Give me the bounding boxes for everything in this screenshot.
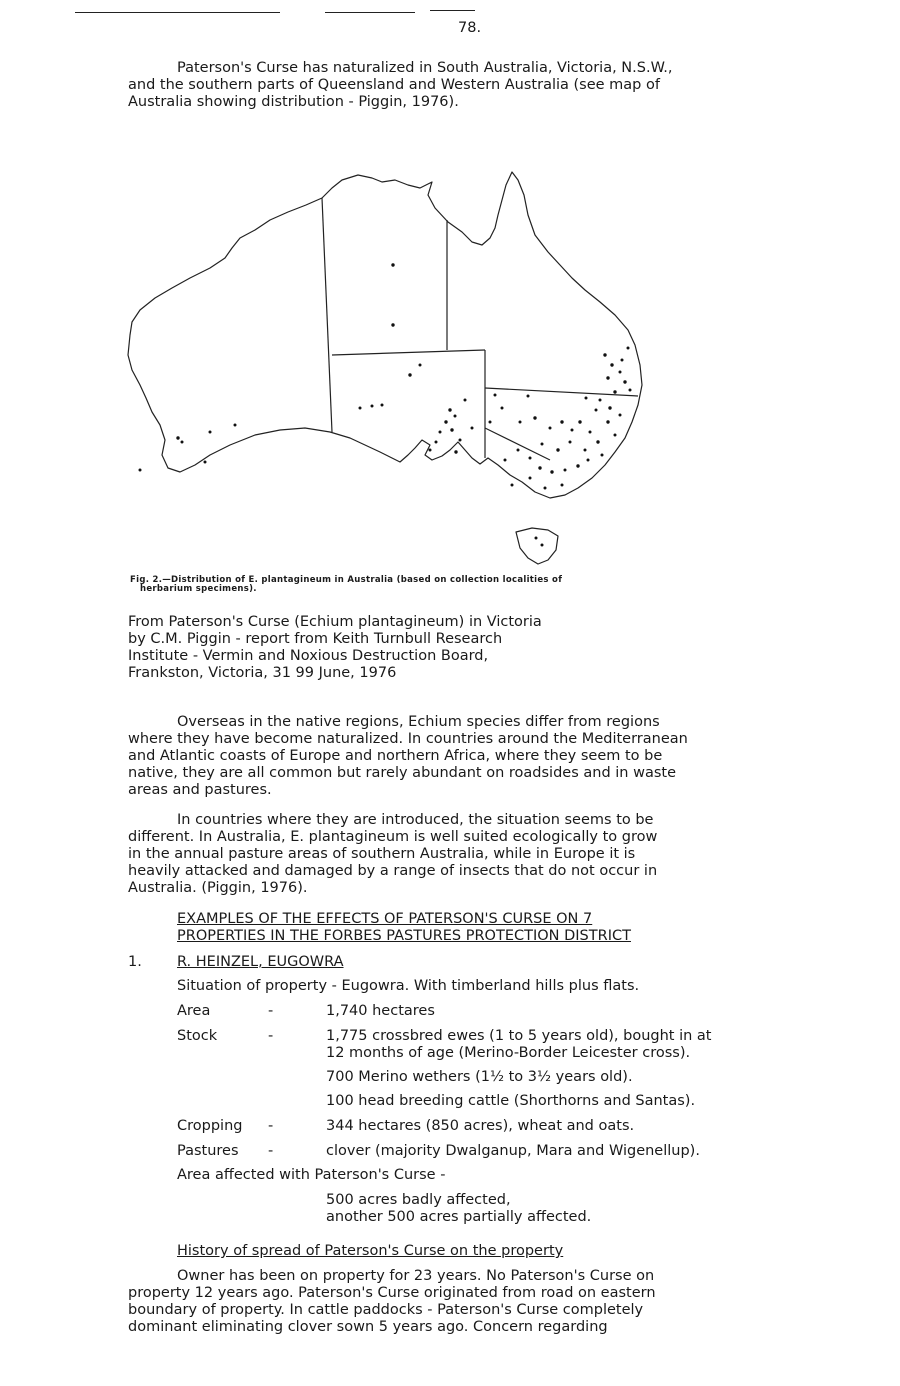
header-rule-left	[75, 12, 280, 13]
para1-line-2: where they have become naturalized. In countries around the Mediterranean	[128, 731, 688, 747]
cropping-dash: -	[268, 1118, 274, 1134]
examples-heading-line-2: PROPERTIES IN THE FORBES PASTURES PROTECTION DISTRICT	[177, 928, 631, 944]
header-rule-right	[430, 10, 475, 11]
area-label: Area	[177, 1003, 211, 1019]
pastures-value: clover (majority Dwalganup, Mara and Wigenellup).	[326, 1143, 700, 1159]
page-number: 78.	[458, 20, 482, 36]
history-line-4: dominant eliminating clover sown 5 years ago. Concern regarding	[128, 1319, 608, 1335]
area-value: 1,740 hectares	[326, 1003, 435, 1019]
para1-line-5: areas and pastures.	[128, 782, 272, 798]
stock-label: Stock	[177, 1028, 218, 1044]
para2-line-2: different. In Australia, E. plantagineum is well suited ecologically to grow	[128, 829, 658, 845]
source-line-4: Frankston, Victoria, 31 99 June, 1976	[128, 665, 397, 681]
history-line-1: Owner has been on property for 23 years. No Paterson's Curse on	[177, 1268, 655, 1284]
property-name: R. HEINZEL, EUGOWRA	[177, 954, 344, 970]
figure-caption-line-1: Fig. 2.—Distribution of E. plantagineum in Australia (based on collection localities of	[130, 575, 563, 585]
stock-dash: -	[268, 1028, 274, 1044]
para2-line-5: Australia. (Piggin, 1976).	[128, 880, 308, 896]
cropping-label: Cropping	[177, 1118, 243, 1134]
source-line-3: Institute - Vermin and Noxious Destruction Board,	[128, 648, 489, 664]
stock-value-2: 12 months of age (Merino-Border Leicester cross).	[326, 1045, 691, 1061]
property-situation: Situation of property - Eugowra. With timberland hills plus flats.	[177, 978, 640, 994]
collection-dots	[139, 263, 632, 546]
tasmania-outline	[516, 528, 558, 564]
affected-value-1: 500 acres badly affected,	[326, 1192, 511, 1208]
border-nsw-vic	[485, 428, 550, 460]
intro-line-1: Paterson's Curse has naturalized in South Australia, Victoria, N.S.W.,	[177, 60, 673, 76]
examples-heading-line-1: EXAMPLES OF THE EFFECTS OF PATERSON'S CURSE ON 7	[177, 911, 593, 927]
history-line-3: boundary of property. In cattle paddocks - Paterson's Curse completely	[128, 1302, 644, 1318]
stock-value-4: 100 head breeding cattle (Shorthorns and Santas).	[326, 1093, 696, 1109]
source-line-2: by C.M. Piggin - report from Keith Turnbull Research	[128, 631, 503, 647]
source-line-1: From Paterson's Curse (Echium plantagineum) in Victoria	[128, 614, 542, 630]
area-dash: -	[268, 1003, 274, 1019]
para2-line-1: In countries where they are introduced, the situation seems to be	[177, 812, 654, 828]
para2-line-4: heavily attacked and damaged by a range of insects that do not occur in	[128, 863, 658, 879]
affected-value-2: another 500 acres partially affected.	[326, 1209, 592, 1225]
para2-line-3: in the annual pasture areas of southern Australia, while in Europe it is	[128, 846, 636, 862]
border-nt-sa	[332, 350, 485, 355]
history-heading: History of spread of Paterson's Curse on the property	[177, 1243, 564, 1259]
property-number: 1.	[128, 954, 142, 970]
intro-line-2: and the southern parts of Queensland and Western Australia (see map of	[128, 77, 660, 93]
stock-value-1: 1,775 crossbred ewes (1 to 5 years old), bought in at	[326, 1028, 712, 1044]
para1-line-1: Overseas in the native regions, Echium species differ from regions	[177, 714, 660, 730]
australia-distribution-map	[110, 160, 670, 580]
cropping-value: 344 hectares (850 acres), wheat and oats.	[326, 1118, 635, 1134]
mainland-outline	[128, 172, 642, 498]
header-rule-mid	[325, 12, 415, 13]
para1-line-3: and Atlantic coasts of Europe and northern Africa, where they seem to be	[128, 748, 663, 764]
figure-caption-line-2: herbarium specimens).	[140, 584, 257, 594]
stock-value-3: 700 Merino wethers (1½ to 3½ years old).	[326, 1069, 633, 1085]
intro-line-3: Australia showing distribution - Piggin, 1976).	[128, 94, 459, 110]
affected-label: Area affected with Paterson's Curse -	[177, 1167, 446, 1183]
history-line-2: property 12 years ago. Paterson's Curse originated from road on eastern	[128, 1285, 656, 1301]
para1-line-4: native, they are all common but rarely abundant on roadsides and in waste	[128, 765, 676, 781]
pastures-dash: -	[268, 1143, 274, 1159]
pastures-label: Pastures	[177, 1143, 239, 1159]
border-wa	[322, 198, 332, 432]
